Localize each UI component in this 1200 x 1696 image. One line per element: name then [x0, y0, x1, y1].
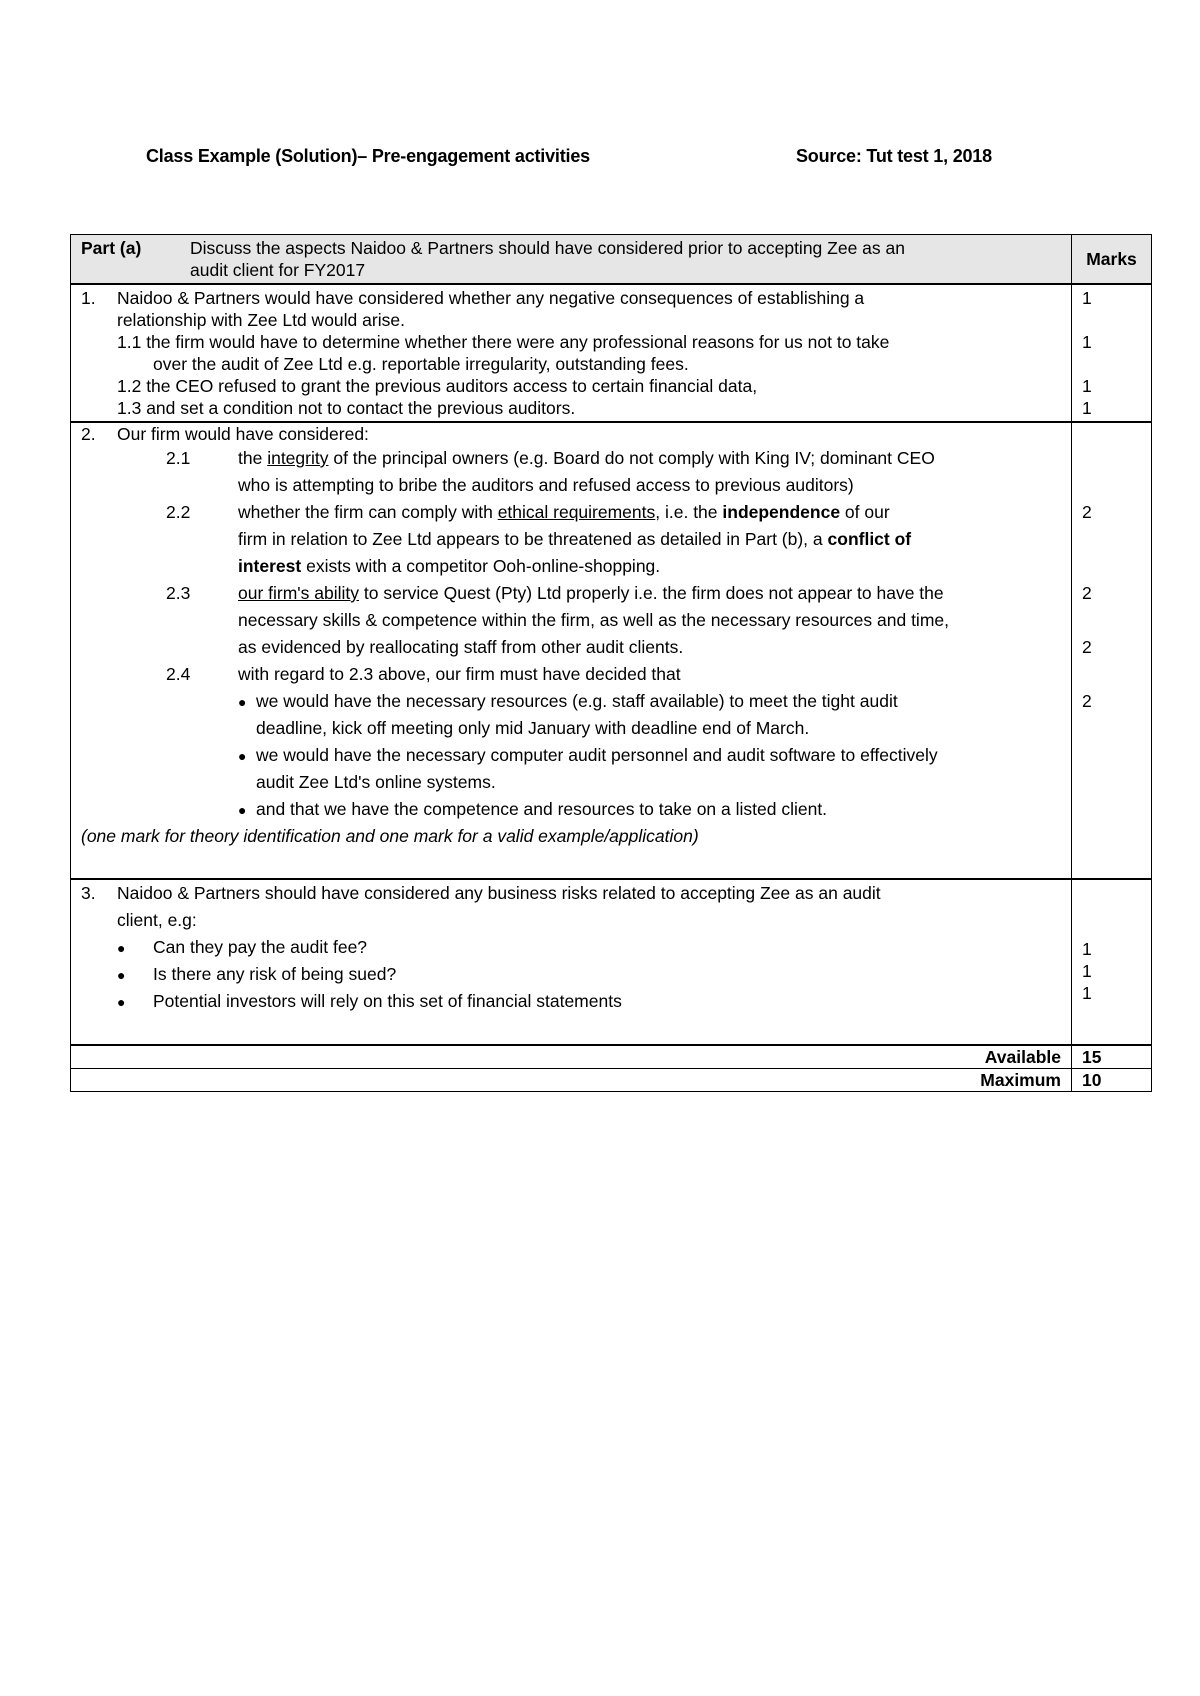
text-run: , i.e. the — [655, 502, 723, 522]
bullet-2-4-1-b: deadline, kick off meeting only mid January with deadline end of March. — [256, 718, 810, 738]
mark-3-2: 1 — [1082, 961, 1092, 981]
section-1-content — [71, 284, 1072, 422]
section-2-row — [71, 422, 1152, 879]
bullet-2-4-3 — [81, 796, 1063, 823]
underlined-term: integrity — [267, 448, 329, 468]
point-2-2-number: 2.2 — [166, 502, 191, 522]
section-1-marks — [1072, 284, 1152, 422]
section-3-content — [71, 879, 1072, 1045]
text-run: firm in relation to Zee Ltd appears to be threatened as detailed in Part (b), a — [238, 529, 828, 549]
section-2-intro: Our firm would have considered: — [117, 424, 369, 444]
bold-term: conflict of — [827, 529, 912, 549]
bullet-icon: ● — [117, 967, 126, 983]
text-run: whether the firm can comply with — [238, 502, 498, 522]
mark-spacer — [1082, 526, 1151, 553]
text-run: Is there any risk of being sued? — [153, 964, 397, 984]
underlined-term: our firm's ability — [238, 583, 360, 603]
table-header-row — [71, 235, 1152, 285]
mark-spacer — [1082, 472, 1151, 499]
bullet-icon: ● — [117, 940, 126, 956]
section-3-line-2: client, e.g: — [117, 910, 197, 930]
text-run: we would have the necessary resources (e.g. staff available) to meet the tight audit — [256, 691, 898, 711]
mark-spacer — [1082, 907, 1151, 934]
mark-2-2: 2 — [1082, 502, 1092, 522]
mark-1: 1 — [1082, 288, 1092, 308]
section-1-line-2: relationship with Zee Ltd would arise. — [117, 310, 405, 330]
risk-bullet-2 — [81, 961, 1063, 988]
maximum-label: Maximum — [71, 1069, 1072, 1092]
text-run: Potential investors will rely on this set of financial statements — [153, 991, 622, 1011]
available-value: 15 — [1072, 1045, 1152, 1069]
underlined-term: ethical requirements — [497, 502, 656, 522]
mark-2-3: 2 — [1082, 583, 1092, 603]
mark-2-3-b: 2 — [1082, 637, 1092, 657]
mark-spacer — [1082, 445, 1151, 472]
risk-bullet-1 — [81, 934, 1063, 961]
text-run: with regard to 2.3 above, our firm must have decided that — [238, 664, 681, 684]
section-3-line-1 — [81, 880, 1063, 907]
bullet-2-4-1-a — [81, 688, 1063, 715]
text-run: of our — [840, 502, 890, 522]
text-run: to service Quest (Pty) Ltd properly i.e. the firm does not appear to have the — [359, 583, 944, 603]
text-run: we would have the necessary computer audit personnel and audit software to effectively — [256, 745, 938, 765]
mark-3-1: 1 — [1082, 939, 1092, 959]
section-3-number: 3. — [81, 883, 96, 903]
solution-table — [70, 234, 1152, 1092]
point-2-2-b — [81, 526, 1063, 553]
available-label: Available — [71, 1045, 1072, 1069]
section-2-marks — [1072, 422, 1152, 879]
bold-term: interest — [238, 556, 302, 576]
point-2-1-a — [81, 445, 1063, 472]
mark-1-3: 1 — [1082, 398, 1092, 418]
point-2-3-b: necessary skills & competence within the firm, as well as the necessary resources and time, — [238, 610, 949, 630]
mark-spacer — [1082, 423, 1151, 445]
point-2-3-c: as evidenced by reallocating staff from other audit clients. — [238, 637, 684, 657]
point-1-1-a: 1.1 the firm would have to determine whether there were any professional reasons for us not to take — [117, 332, 890, 352]
point-2-4-number: 2.4 — [166, 664, 191, 684]
section-2-intro-line — [81, 423, 1063, 445]
section-1-text: Naidoo & Partners would have considered whether any negative consequences of establishing a — [117, 288, 865, 308]
risk-bullet-3 — [81, 988, 1063, 1015]
bold-term: independence — [722, 502, 841, 522]
mark-spacer — [1082, 607, 1151, 634]
question-line-1: Discuss the aspects Naidoo & Partners should have considered prior to accepting Zee as an — [190, 238, 905, 258]
mark-3-3: 1 — [1082, 983, 1092, 1003]
text-run: exists with a competitor Ooh-online-shopping. — [301, 556, 661, 576]
text-run: the — [238, 448, 268, 468]
point-1-1-b: over the audit of Zee Ltd e.g. reportable irregularity, outstanding fees. — [153, 354, 689, 374]
section-2-content — [71, 422, 1072, 879]
question-text — [190, 237, 905, 281]
mark-spacer — [1082, 309, 1151, 331]
question-header — [71, 235, 1071, 283]
point-2-2-a — [81, 499, 1063, 526]
point-1-3: 1.3 and set a condition not to contact the previous auditors. — [117, 398, 576, 418]
point-2-1-b: who is attempting to bribe the auditors and refused access to previous auditors) — [238, 475, 854, 495]
mark-spacer — [1082, 880, 1151, 907]
text-run: Can they pay the audit fee? — [153, 937, 368, 957]
mark-1-1: 1 — [1082, 332, 1092, 352]
mark-1-2: 1 — [1082, 376, 1092, 396]
mark-spacer — [1082, 553, 1151, 580]
section-2-number: 2. — [81, 424, 96, 444]
mark-spacer — [1082, 661, 1151, 688]
point-2-3-a — [81, 580, 1063, 607]
bullet-icon: ● — [238, 802, 247, 818]
section-1-number: 1. — [81, 288, 96, 308]
marking-note: (one mark for theory identification and one mark for a valid example/application) — [81, 826, 699, 846]
document-source: Source: Tut test 1, 2018 — [796, 146, 992, 166]
text-run: and that we have the competence and resources to take on a listed client. — [256, 799, 828, 819]
section-1-line-1 — [81, 287, 1063, 309]
document-title: Class Example (Solution)– Pre-engagement activities — [146, 146, 590, 166]
section-3-marks — [1072, 879, 1152, 1045]
bullet-2-4-2-b: audit Zee Ltd's online systems. — [256, 772, 496, 792]
maximum-row — [71, 1069, 1152, 1092]
question-line-2: audit client for FY2017 — [190, 260, 366, 280]
bullet-icon: ● — [117, 994, 126, 1010]
text-run: of the principal owners (e.g. Board do not comply with King IV; dominant CEO — [328, 448, 935, 468]
available-row — [71, 1045, 1152, 1069]
point-2-4-a — [81, 661, 1063, 688]
bullet-icon: ● — [238, 694, 247, 710]
section-3-text: Naidoo & Partners should have considered any business risks related to accepting Zee as an audit — [117, 883, 881, 903]
mark-2-4: 2 — [1082, 691, 1092, 711]
bullet-icon: ● — [238, 748, 247, 764]
part-label: Part (a) — [81, 238, 142, 258]
maximum-value: 10 — [1072, 1069, 1152, 1092]
mark-spacer — [1082, 353, 1151, 375]
bullet-2-4-2-a — [81, 742, 1063, 769]
point-2-2-c — [81, 553, 1063, 580]
marks-header: Marks — [1072, 235, 1152, 285]
point-2-1-number: 2.1 — [166, 448, 191, 468]
point-2-3-number: 2.3 — [166, 583, 191, 603]
section-3-row — [71, 879, 1152, 1045]
point-1-2: 1.2 the CEO refused to grant the previous auditors access to certain financial data, — [117, 376, 758, 396]
section-1-row — [71, 284, 1152, 422]
